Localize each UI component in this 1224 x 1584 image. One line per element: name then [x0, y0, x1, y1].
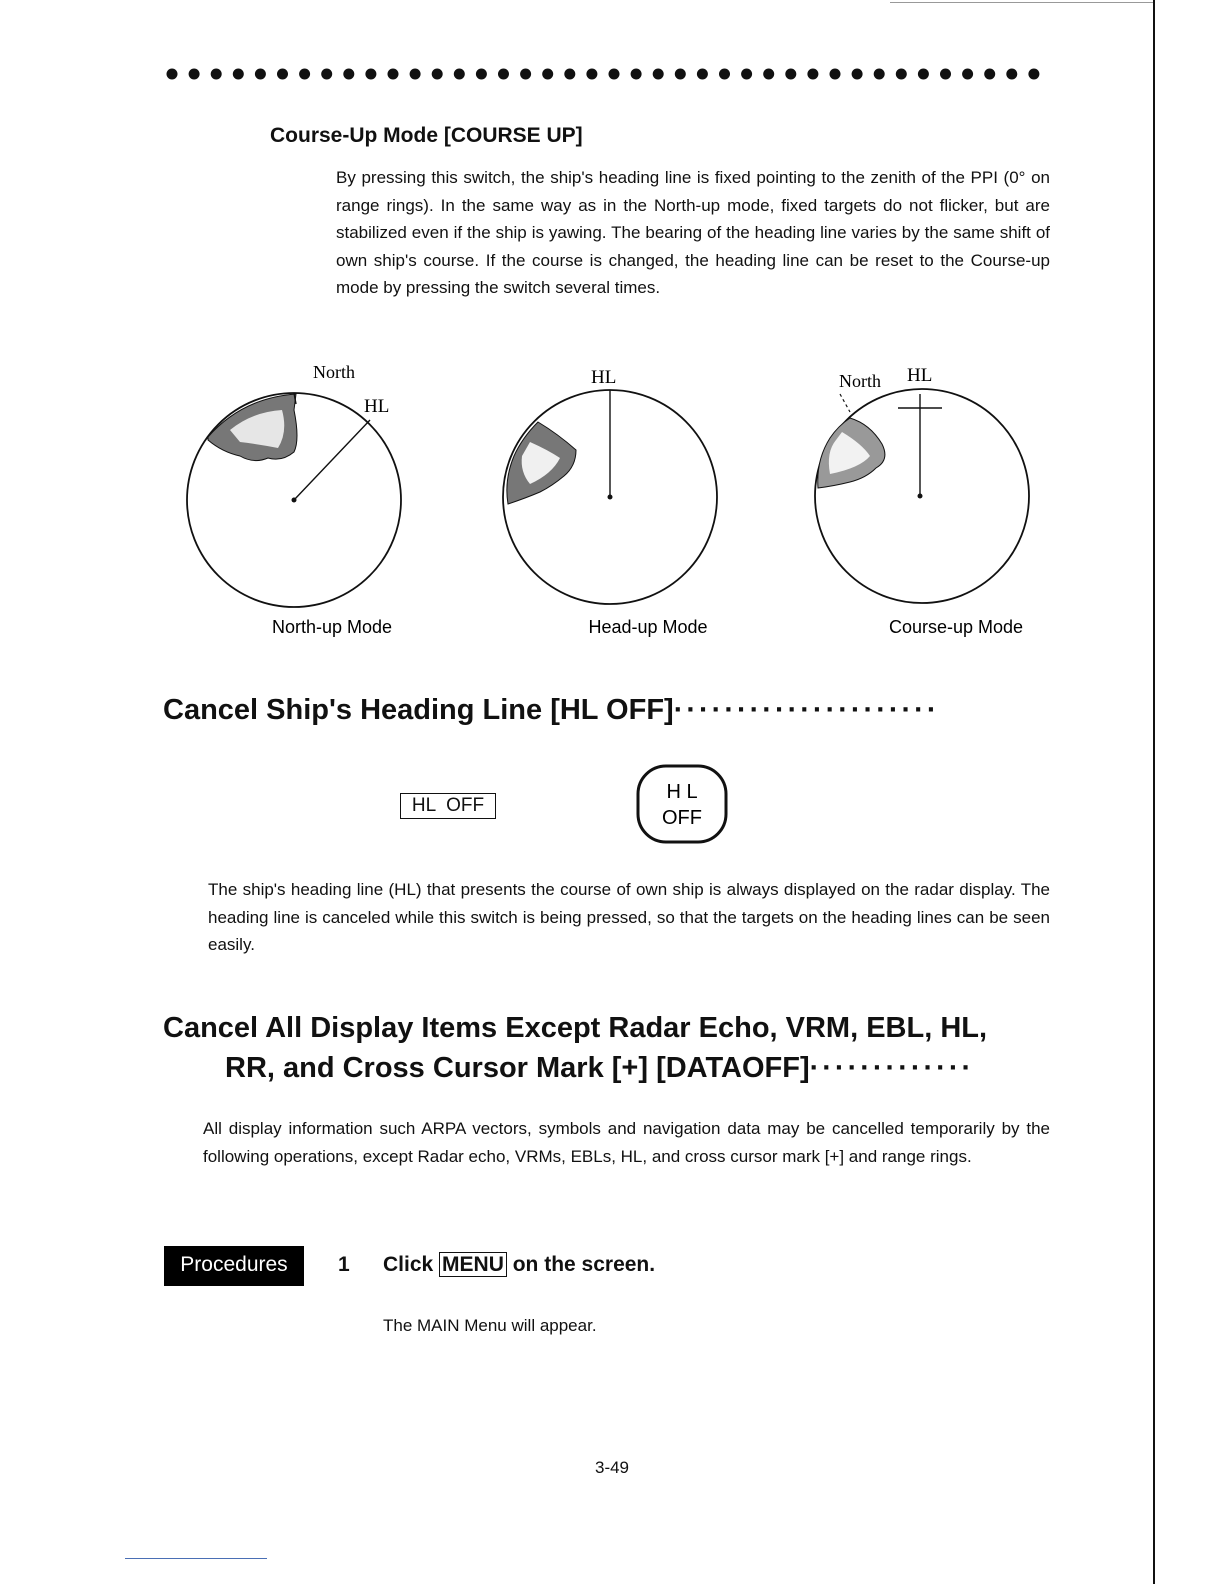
divider-dot — [984, 69, 995, 80]
divider-dot — [653, 69, 664, 80]
head-up-caption: Head-up Mode — [588, 617, 708, 637]
north-up-caption: North-up Mode — [271, 617, 393, 637]
divider-dot — [807, 69, 818, 80]
divider-dot — [233, 69, 244, 80]
divider-dot — [852, 69, 863, 80]
page-right-border — [1153, 0, 1155, 1584]
divider-dot — [321, 69, 332, 80]
course-up-caption: Course-up Mode — [888, 617, 1024, 637]
divider-dot — [211, 69, 222, 80]
divider-dot — [189, 69, 200, 80]
divider-dot — [697, 69, 708, 80]
divider-dot — [542, 69, 553, 80]
course-up-north-label: North — [839, 371, 881, 391]
divider-dot — [586, 69, 597, 80]
divider-dot — [167, 69, 178, 80]
procedures-badge: Procedures — [164, 1246, 304, 1286]
hl-off-button-line1: H L — [666, 781, 698, 803]
divider-dot — [609, 69, 620, 80]
step-prefix: Click — [383, 1253, 440, 1276]
hl-off-button-line2: OFF — [662, 807, 702, 829]
data-off-paragraph: All display information such ARPA vectors, symbols and navigation data may be cancelled temporarily by the following operations, except Radar echo, VRMs, EBLs, HL, and cross cursor mark [+] and range rings. — [203, 1119, 1050, 1166]
divider-dot — [388, 69, 399, 80]
divider-dot — [343, 69, 354, 80]
section-dot-divider — [166, 64, 1046, 84]
top-edge-line — [890, 2, 1153, 3]
divider-dot — [476, 69, 487, 80]
course-up-hl-label: HL — [907, 365, 933, 386]
north-up-diagram — [187, 362, 401, 607]
divider-dot — [277, 69, 288, 80]
step-note: The MAIN Menu will appear. — [383, 1316, 597, 1335]
divider-dot — [255, 69, 266, 80]
divider-dot — [365, 69, 376, 80]
data-off-heading-line2 — [225, 1052, 974, 1085]
hl-off-heading — [163, 694, 940, 727]
hl-off-heading-text: Cancel Ship's Heading Line [HL OFF] — [163, 694, 674, 726]
north-up-north-label: North — [313, 362, 355, 382]
divider-dot — [520, 69, 531, 80]
divider-dot — [785, 69, 796, 80]
data-off-heading-leader: ············· — [809, 1052, 975, 1084]
divider-dot — [763, 69, 774, 80]
divider-dot — [564, 69, 575, 80]
divider-dot — [631, 69, 642, 80]
divider-dot — [498, 69, 509, 80]
divider-dot — [918, 69, 929, 80]
north-up-hl-label: HL — [364, 396, 390, 417]
hl-off-panel-button[interactable] — [634, 762, 730, 846]
step-instruction — [383, 1253, 655, 1277]
course-up-diagram — [815, 365, 1029, 603]
head-up-hl-label: HL — [591, 367, 617, 388]
divider-dot — [741, 69, 752, 80]
data-off-heading-line1: Cancel All Display Items Except Radar Echo, VRM, EBL, HL, — [163, 1012, 988, 1044]
step-suffix: on the screen. — [506, 1253, 656, 1276]
divider-dot — [299, 69, 310, 80]
display-modes-figure — [170, 352, 1050, 652]
divider-dot — [675, 69, 686, 80]
divider-dot — [940, 69, 951, 80]
divider-dot — [896, 69, 907, 80]
divider-dot — [962, 69, 973, 80]
page-number: 3-49 — [594, 1458, 630, 1477]
divider-dot — [454, 69, 465, 80]
head-up-diagram — [503, 367, 717, 604]
divider-dot — [719, 69, 730, 80]
course-up-paragraph: By pressing this switch, the ship's heading line is fixed pointing to the zenith of the PPI (0° on range rings). In the same way as in the North-up mode, fixed targets do not flicker, but are stabilized even if the ship is yawing. The bearing of the heading line varies by the same shift of own ship's course. If the course is changed, the heading line can be reset to the Course-up mode by pressing the switch several times. — [336, 168, 1050, 297]
divider-dot — [1006, 69, 1017, 80]
hl-off-paragraph: The ship's heading line (HL) that presents the course of own ship is always displayed on the radar display. The heading line is canceled while this switch is being pressed, so that the targets on the heading lines can be seen easily. — [208, 880, 1050, 954]
bottom-edge-line — [125, 1558, 267, 1559]
step-number: 1 — [338, 1253, 350, 1276]
hl-off-menu-key[interactable]: HL OFF — [400, 793, 496, 819]
divider-dot — [432, 69, 443, 80]
divider-dot — [830, 69, 841, 80]
menu-key[interactable]: MENU — [439, 1252, 507, 1277]
divider-dot — [1028, 69, 1039, 80]
divider-dot — [874, 69, 885, 80]
divider-dot — [410, 69, 421, 80]
data-off-heading-text: RR, and Cross Cursor Mark [+] [DATAOFF] — [225, 1052, 810, 1084]
hl-off-heading-leader: ····················· — [673, 694, 940, 726]
course-up-heading: Course-Up Mode [COURSE UP] — [270, 124, 583, 147]
